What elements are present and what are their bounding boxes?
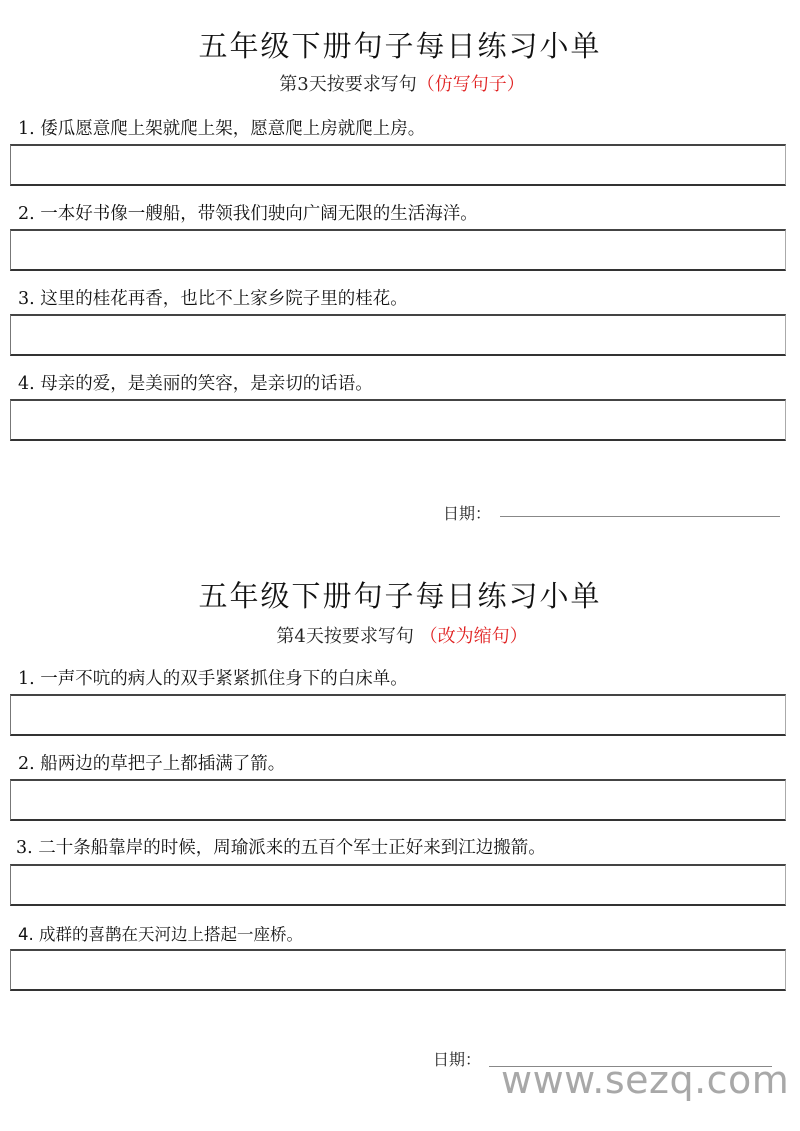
sheet2-subtitle [0, 622, 800, 648]
sheet1-question-2: 2. 一本好书像一艘船，带领我们驶向广阔无限的生活海洋。 [18, 204, 478, 224]
sheet2-subtitle-main: 第4天按要求写句 [276, 626, 414, 647]
sheet2-question-3: 3. 二十条船靠岸的时候，周瑜派来的五百个军士正好来到江边搬箭。 [16, 838, 546, 858]
sheet1-answer-box-1[interactable] [10, 144, 786, 186]
sheet1-answer-box-2[interactable] [10, 229, 786, 271]
sheet1-date-field[interactable] [500, 516, 780, 517]
sheet2-answer-box-2[interactable] [10, 779, 786, 821]
sheet1-date-label: 日期： [443, 504, 492, 523]
sheet1-subtitle-main: 第3天按要求写句 [279, 74, 417, 95]
sheet2-answer-box-1[interactable] [10, 694, 786, 736]
sheet2-answer-box-3[interactable] [10, 864, 786, 906]
sheet2-question-4: 4. 成群的喜鹊在天河边上搭起一座桥。 [18, 925, 303, 944]
sheet2-answer-box-4[interactable] [10, 949, 786, 991]
sheet1-question-1: 1. 倭瓜愿意爬上架就爬上架，愿意爬上房就爬上房。 [18, 119, 426, 139]
sheet1-subtitle [0, 70, 800, 96]
sheet1-answer-box-4[interactable] [10, 399, 786, 441]
sheet1-subtitle-task: （仿写句子） [416, 74, 525, 95]
sheet1-title: 五年级下册句子每日练习小单 [198, 29, 602, 63]
sheet2-question-1: 1. 一声不吭的病人的双手紧紧抓住身下的白床单。 [18, 669, 408, 689]
sheet2-subtitle-task: （改为缩句） [419, 626, 528, 647]
sheet2-date-label: 日期： [433, 1050, 482, 1069]
sheet2-title: 五年级下册句子每日练习小单 [198, 579, 602, 613]
watermark-text: www.sezq.com [501, 1058, 790, 1102]
sheet1-answer-box-3[interactable] [10, 314, 786, 356]
sheet1-question-4: 4. 母亲的爱，是美丽的笑容，是亲切的话语。 [18, 374, 373, 394]
sheet1-question-3: 3. 这里的桂花再香，也比不上家乡院子里的桂花。 [18, 289, 408, 309]
sheet2-question-2: 2. 船两边的草把子上都插满了箭。 [18, 754, 286, 774]
